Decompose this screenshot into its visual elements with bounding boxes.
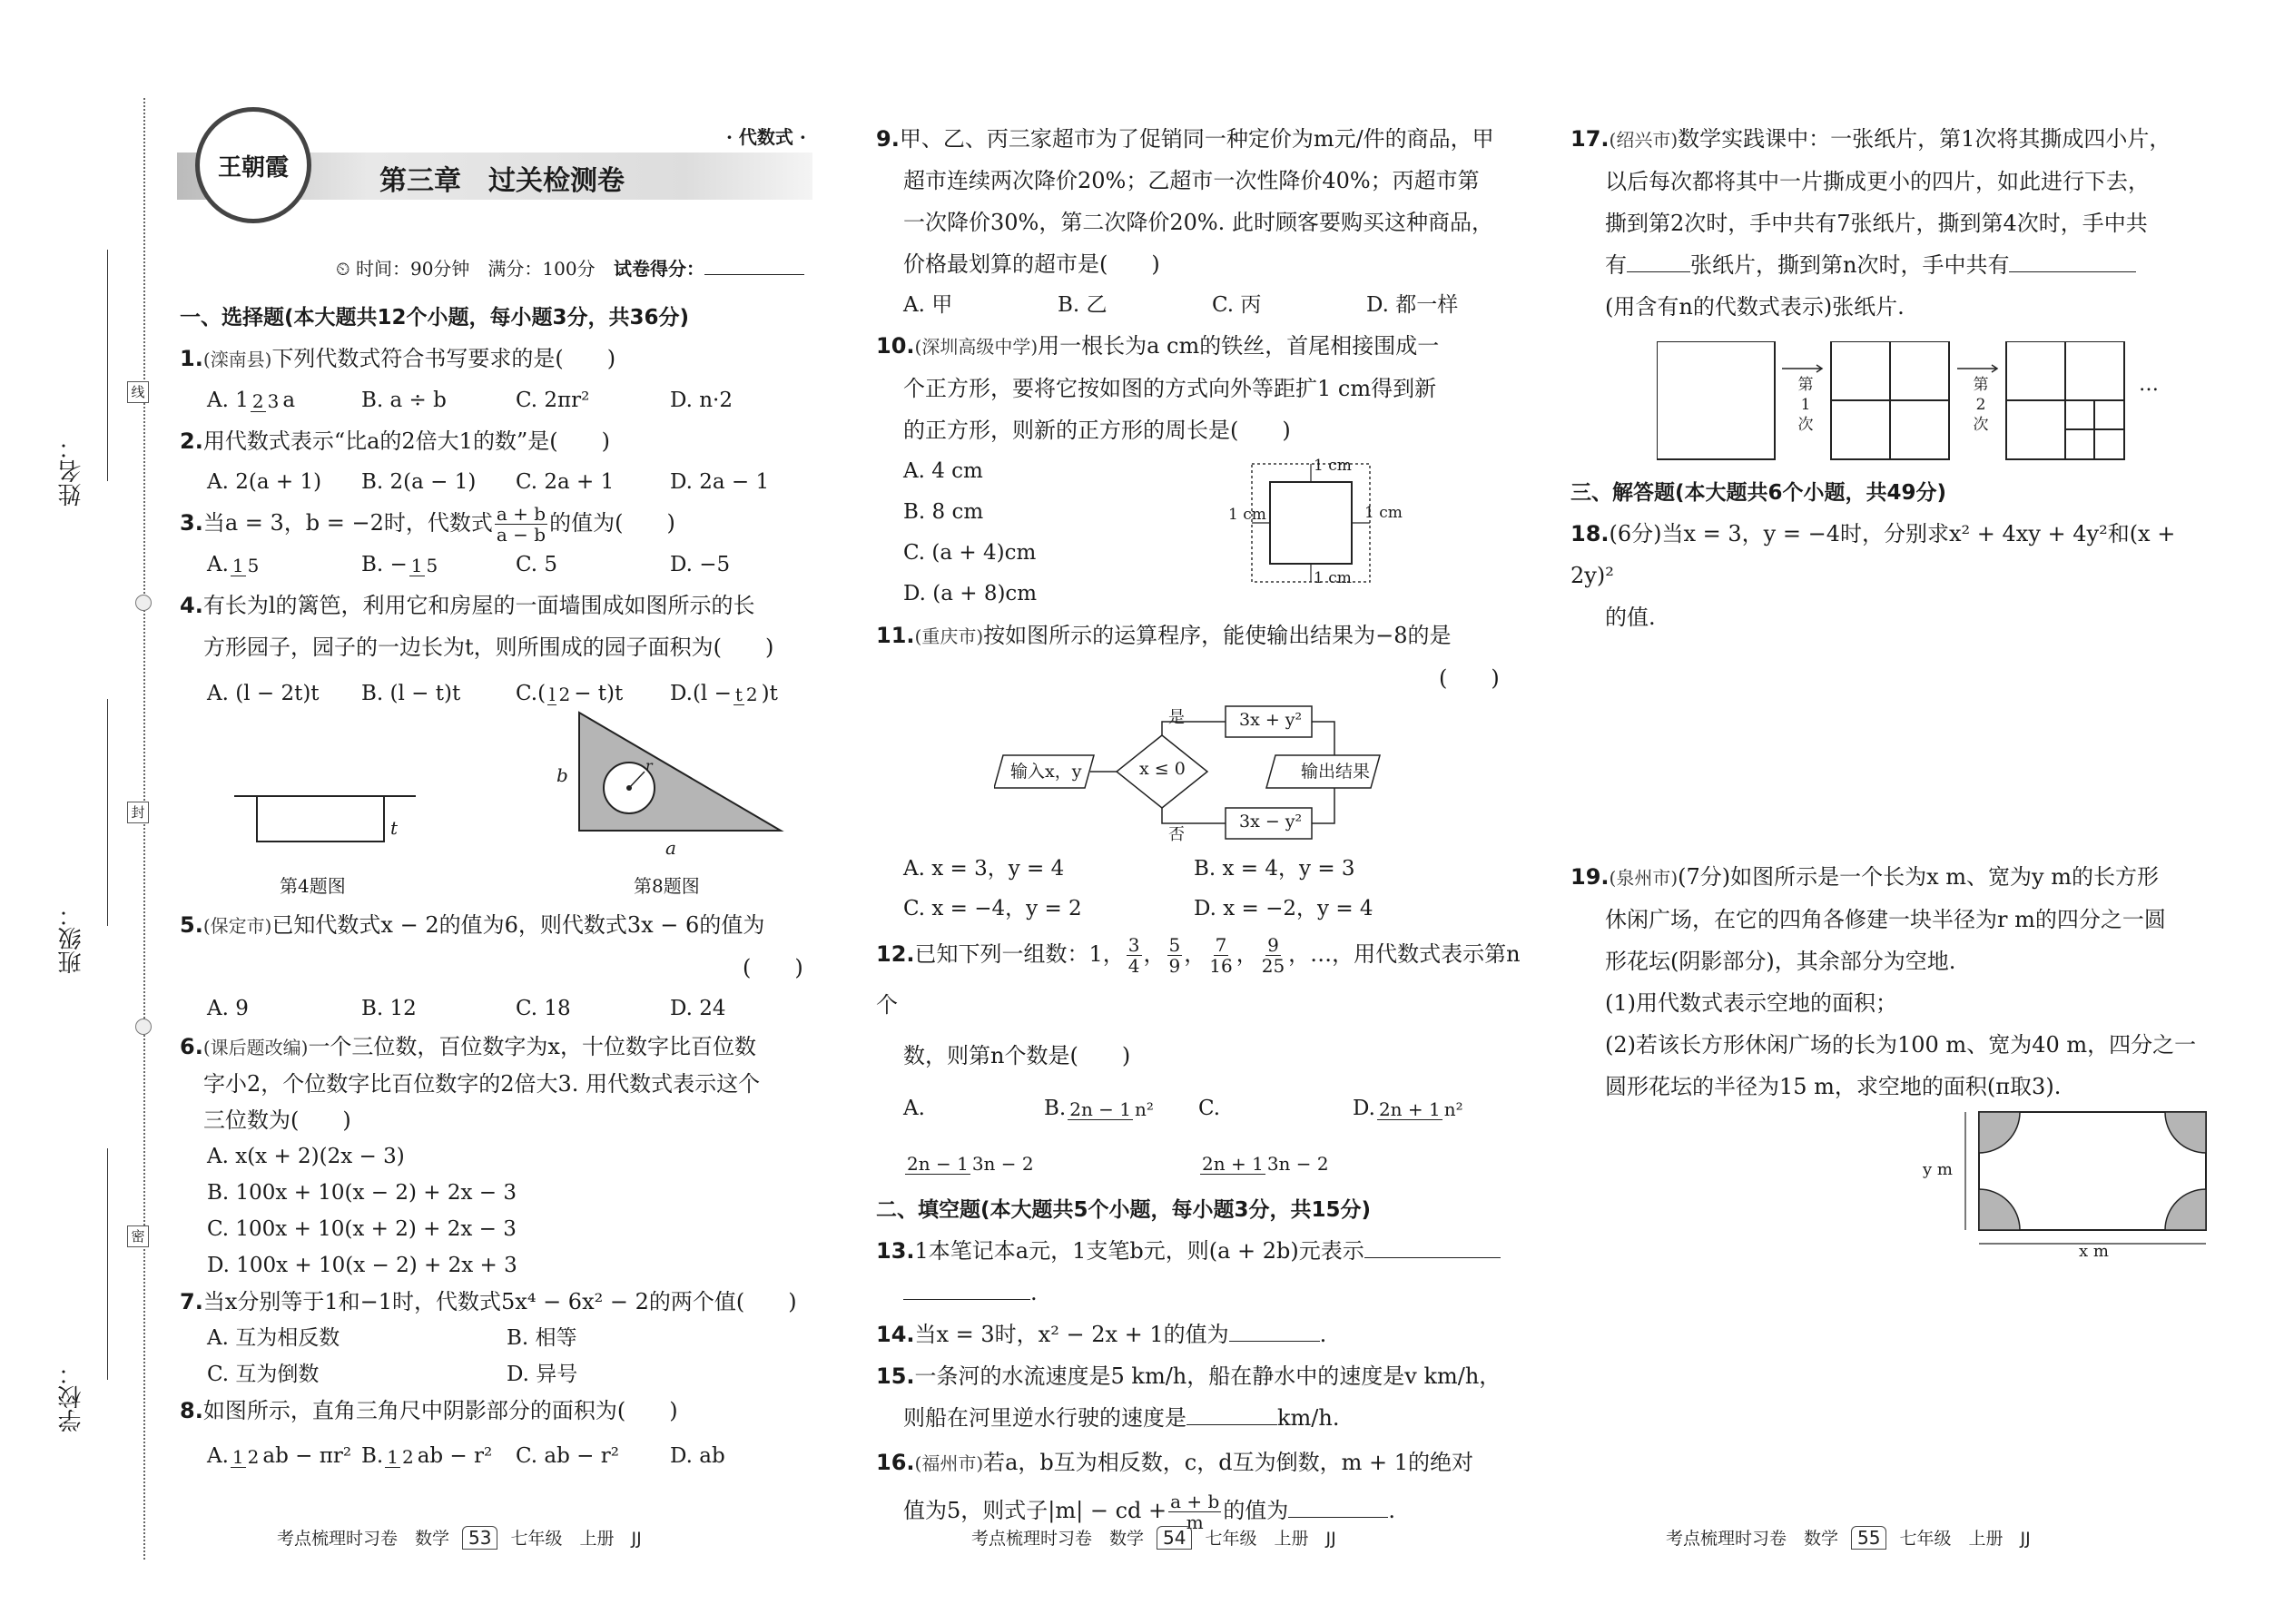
chapter-topic: · 代数式 · bbox=[726, 126, 806, 148]
q11-options-1: A. x = 3，y = 4 B. x = 4，y = 3 bbox=[903, 857, 1355, 881]
seal-mi: 密 bbox=[127, 1225, 149, 1247]
flow-bottom-box: 3x − y² bbox=[1239, 812, 1303, 832]
q7: 7.当x分别等于1和−1时，代数式5x⁴ − 6x² − 2的两个值( ) bbox=[180, 1289, 797, 1314]
q8: 8.如图所示，直角三角尺中阴影部分的面积为( ) bbox=[180, 1398, 678, 1423]
q10-option-b: B. 8 cm bbox=[903, 500, 984, 524]
plaza-length-label: x m bbox=[2079, 1242, 2109, 1261]
flow-top-box: 3x + y² bbox=[1239, 710, 1303, 730]
plaza-width-label: y m bbox=[1923, 1160, 1953, 1179]
flow-no: 否 bbox=[1168, 825, 1185, 844]
flow-input: 输入x，y bbox=[1010, 762, 1082, 782]
q7-options-1: A. 互为相反数 B. 相等 bbox=[207, 1326, 577, 1350]
q13-blank-2[interactable] bbox=[903, 1275, 1030, 1300]
q10-option-d: D. (a + 8)cm bbox=[903, 582, 1038, 605]
q10-body bbox=[876, 451, 1530, 615]
binding-dotted-line bbox=[143, 98, 145, 1560]
q6-option-b: B. 100x + 10(x − 2) + 2x − 3 bbox=[207, 1181, 517, 1205]
footer-page-54: 考点梳理时习卷 数学 54 七年级 上册 JJ bbox=[971, 1527, 1336, 1549]
page-title: 第三章 过关检测卷 bbox=[379, 165, 625, 197]
name-line bbox=[107, 250, 108, 481]
column-2 bbox=[876, 118, 1530, 1534]
q17-blank-1[interactable] bbox=[1627, 248, 1690, 272]
q2: 2.用代数式表示“比a的2倍大1的数”是( ) bbox=[180, 428, 610, 454]
q10: 10.(深圳高级中学)用一根长为a cm的铁丝，首尾相接围成一 个正方形，要将它按如图的方式向外等距扩1 cm得到新 的正方形，则新的正方形的周长是( ) bbox=[876, 333, 1440, 443]
footer-page-55: 考点梳理时习卷 数学 55 七年级 上册 JJ bbox=[1666, 1527, 2031, 1549]
time-info: 时间：90分钟 满分：100分 bbox=[355, 258, 596, 280]
flow-output: 输出结果 bbox=[1301, 762, 1371, 782]
q19: 19.(泉州市)(7分)如图所示是一个长为x m、宽为y m的长方形 休闲广场，在它的四角各修建一块半径为r m的四分之一圆 形花坛(阴影部分)，其余部分为空地. (1)用代数式表示空地的面积； (2)若该长方形休闲广场的长为100 m、宽为40 m，四分之一 圆形花坛的半径为15 m，求空地的面积(π取3). bbox=[1570, 864, 2197, 1099]
q11-flowchart bbox=[876, 699, 1530, 849]
q14-blank[interactable] bbox=[1229, 1317, 1320, 1342]
q13: 13.1本笔记本a元，1支笔b元，则(a + 2b)元表示 . bbox=[876, 1230, 1530, 1314]
binding-circle-top bbox=[135, 595, 152, 611]
q17-blank-2[interactable] bbox=[2009, 248, 2136, 272]
clock-icon: ⏲ bbox=[336, 258, 356, 280]
q10-label-right: 1 cm bbox=[1364, 504, 1403, 522]
figures-4-8 bbox=[180, 719, 824, 897]
q10-label-bottom: 1 cm bbox=[1314, 569, 1352, 587]
fig8-caption: 第8题图 bbox=[634, 875, 700, 897]
q5: 5.(保定市)已知代数式x − 2的值为6，则代数式3x − 6的值为 ( ) bbox=[180, 912, 803, 980]
seal-feng: 封 bbox=[127, 802, 149, 823]
q17-figure bbox=[1570, 328, 2224, 473]
column-1 bbox=[180, 298, 824, 1483]
q10-option-a: A. 4 cm bbox=[903, 459, 983, 483]
q19-figure bbox=[1570, 1107, 2224, 1262]
step-1-label: 第1次 bbox=[1797, 376, 1814, 434]
page-number: 55 bbox=[1851, 1526, 1886, 1550]
fig4-diagram bbox=[234, 792, 416, 846]
fig4-t-label: t bbox=[390, 817, 399, 839]
fig8-b-label: b bbox=[556, 764, 568, 786]
q4-options: A. (l − 2t)t B. (l − t)t C.( l 2 − t)t D.(l − t 2 )t bbox=[207, 682, 778, 705]
q15-blank[interactable] bbox=[1186, 1401, 1277, 1425]
q10-label-top: 1 cm bbox=[1314, 457, 1352, 475]
step-2-label: 第2次 bbox=[1973, 376, 1989, 434]
page-number: 53 bbox=[462, 1526, 497, 1550]
q11-options-2: C. x = −4，y = 2 D. x = −2，y = 4 bbox=[903, 897, 1373, 920]
q10-option-c: C. (a + 4)cm bbox=[903, 541, 1037, 565]
q13-blank-1[interactable] bbox=[1364, 1234, 1501, 1258]
q1-options: A. 1 2 3 a B. a ÷ b C. 2πr² D. n·2 bbox=[207, 389, 733, 412]
q8-options: A. 1 2 ab − πr² B. 1 2 ab − r² C. ab − r² D. ab bbox=[207, 1444, 725, 1468]
q10-square-figure bbox=[1248, 460, 1375, 587]
q6-option-a: A. x(x + 2)(2x − 3) bbox=[207, 1145, 405, 1168]
q16: 16.(福州市)若a，b互为相反数，c，d互为倒数，m + 1的绝对 值为5，则式子|m| − cd + $\frac{a + b}{m}$ 的值为 . bbox=[876, 1450, 1473, 1533]
q1: 1.(滦南县)下列代数式符合书写要求的是( ) bbox=[180, 346, 616, 371]
score-blank[interactable] bbox=[704, 251, 804, 275]
exam-info bbox=[336, 251, 804, 281]
q17: 17.(绍兴市)数学实践课中：一张纸片，第1次将其撕成四小片， 以后每次都将其中一片撕成更小的四片，如此进行下去， 撕到第2次时，手中共有7张纸片，撕到第4次时，手中共 有 张纸片，撕到第n次时，手中共有 (用含有n的代数式表示)张纸片. bbox=[1570, 126, 2171, 320]
fig8-r-label: r bbox=[645, 757, 653, 774]
class-line bbox=[107, 699, 108, 926]
q3-options: A. 1 5 B. − 1 5 C. 5 D. −5 bbox=[207, 553, 731, 576]
q2-options: A. 2(a + 1) B. 2(a − 1) C. 2a + 1 D. 2a − 1 bbox=[207, 470, 770, 494]
class-label: 班级： bbox=[58, 903, 85, 974]
binding-circle-bottom bbox=[135, 1019, 152, 1035]
q12: 12.已知下列一组数：1， $\frac{3}{4}$ ， $\frac{5}{9}$ ， $\frac{7}{16}$ ， $\frac{9}{25}$ ，…，用代数式表示第n个 数，则第n个数是( ) bbox=[876, 934, 1521, 1068]
q18: 18.(6分)当x = 3，y = −4时，分别求x² + 4xy + 4y²和(x + 2y)² 的值. bbox=[1570, 521, 2176, 630]
section-answer: 三、解答题(本大题共6个小题，共49分) bbox=[1570, 481, 1947, 505]
plaza-rectangle bbox=[1952, 1107, 2215, 1253]
continue-dots: … bbox=[2139, 373, 2159, 396]
section-choice: 一、选择题(本大题共12个小题，每小题3分，共36分) bbox=[180, 306, 690, 330]
score-label: 试卷得分： bbox=[613, 258, 704, 280]
q4: 4.有长为l的篱笆，利用它和房屋的一面墙围成如图所示的长 方形园子，园子的一边长为t，则所围成的园子面积为( ) bbox=[180, 593, 774, 660]
q9-options: A. 甲 B. 乙 C. 丙 D. 都一样 bbox=[903, 293, 1459, 317]
column-3 bbox=[1570, 118, 2224, 1262]
logo-text: 王朝霞 bbox=[217, 153, 289, 182]
q12-options: A.2n − 1 3n − 2 B. 2n − 1 n² C.2n + 1 3n − 2 D. 2n + 1 n² bbox=[903, 1097, 1463, 1175]
q6-option-c: C. 100x + 10(x + 2) + 2x − 3 bbox=[207, 1217, 517, 1241]
fig8-a-label: a bbox=[665, 837, 676, 859]
q6: 6.(课后题改编)一个三位数，百位数字为x，十位数字比百位数 字小2，个位数字比百位数字的2倍大3. 用代数式表示这个 三位数为( ) bbox=[180, 1034, 761, 1133]
q3: 3.当a = 3，b = −2时，代数式 $\frac{a + b}{a - b}$ 的值为( ) bbox=[180, 503, 675, 546]
q11: 11.(重庆市)按如图所示的运算程序，能使输出结果为−8的是 ( ) bbox=[876, 623, 1500, 691]
fig4-caption: 第4题图 bbox=[280, 875, 346, 897]
q6-option-d: D. 100x + 10(x − 2) + 2x + 3 bbox=[207, 1254, 517, 1277]
logo-seal bbox=[195, 107, 311, 223]
q14: 14.当x = 3时，x² − 2x + 1的值为 . bbox=[876, 1314, 1530, 1355]
q15: 15.一条河的水流速度是5 km/h，船在静水中的速度是v km/h， 则船在河里逆水行驶的速度是 km/h. bbox=[876, 1363, 1501, 1431]
name-label: 姓名： bbox=[58, 436, 85, 507]
paper-squares bbox=[1657, 341, 2129, 464]
flow-condition: x ≤ 0 bbox=[1139, 759, 1186, 779]
q16-blank[interactable] bbox=[1288, 1493, 1388, 1518]
footer-page-53: 考点梳理时习卷 数学 53 七年级 上册 JJ bbox=[277, 1527, 642, 1549]
q5-options: A. 9 B. 12 C. 18 D. 24 bbox=[207, 997, 726, 1020]
q9: 9.甲、乙、丙三家超市为了促销同一种定价为m元/件的商品，甲 超市连续两次降价20%；乙超市一次性降价40%；丙超市第 一次降价30%，第二次降价20%. 此时顾客要购买这种商品， 价格最划算的超市是( ) bbox=[876, 126, 1494, 277]
school-label: 学校： bbox=[58, 1362, 85, 1432]
flow-yes: 是 bbox=[1168, 708, 1185, 727]
q10-label-left: 1 cm bbox=[1228, 506, 1266, 524]
q7-options-2: C. 互为倒数 D. 异号 bbox=[207, 1363, 578, 1386]
fig8-triangle bbox=[570, 708, 788, 844]
seal-xian: 线 bbox=[127, 381, 149, 403]
school-line bbox=[107, 1148, 108, 1380]
page-number: 54 bbox=[1157, 1526, 1192, 1550]
section-fill: 二、填空题(本大题共5个小题，每小题3分，共15分) bbox=[876, 1198, 1372, 1222]
